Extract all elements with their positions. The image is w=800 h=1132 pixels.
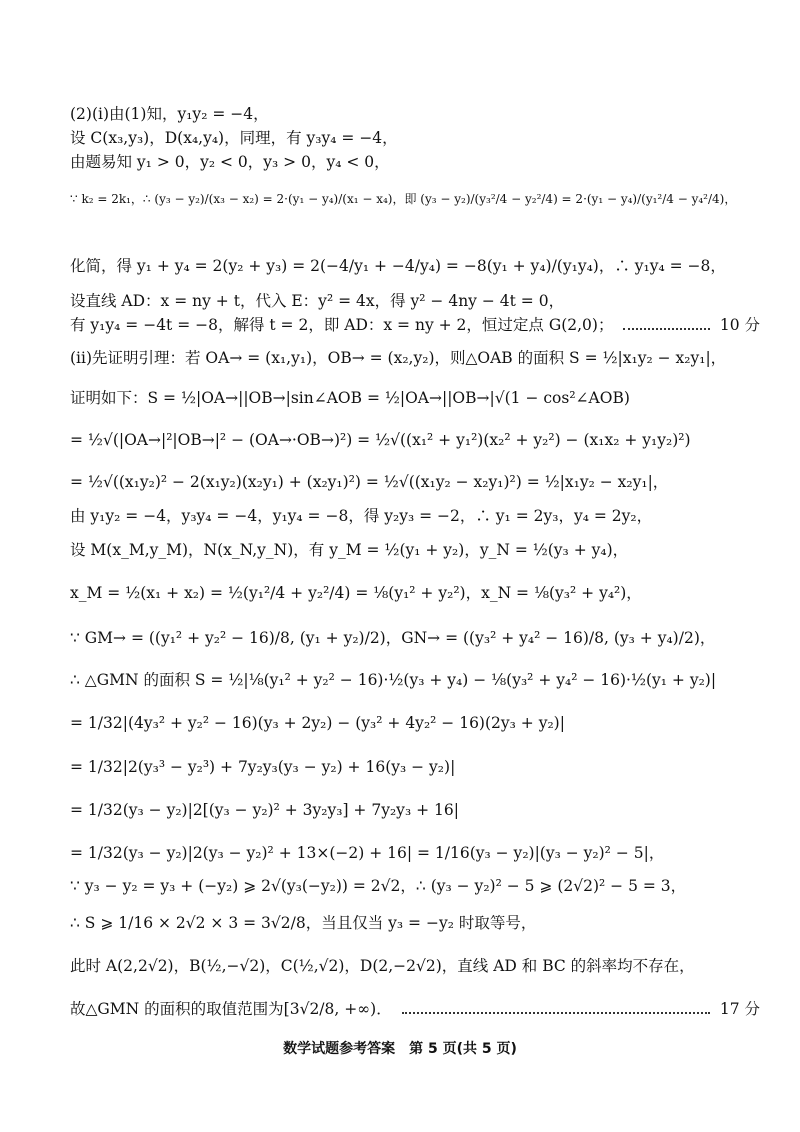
line-05 [70,256,760,276]
line-text: = 1/32(y₃ − y₂)|2[(y₃ − y₂)² + 3y₂y₃] + 7y₂y₃ + 16| [70,801,459,819]
line-text: 设 C(x₃,y₃)，D(x₄,y₄)，同理，有 y₃y₄ = −4， [70,129,398,147]
line-12 [70,506,760,526]
line-02 [70,128,760,148]
score-label: 10 分 [719,316,760,334]
line-09 [70,388,760,408]
line-01 [70,104,760,124]
line-16 [70,670,760,690]
score-label: 17 分 [719,1000,760,1018]
line-text: 由题易知 y₁ > 0，y₂ < 0，y₃ > 0，y₄ < 0， [70,153,390,171]
line-19 [70,800,760,820]
line-text: 设直线 AD：x = ny + t，代入 E：y² = 4x，得 y² − 4ny − 4t = 0， [70,292,565,310]
line-text: ∵ k₂ = 2k₁，∴ (y₃ − y₂)/(x₃ − x₂) = 2·(y₁ − y₄)/(x₁ − x₄)，即 (y₃ − y₂)/(y₃²/4 − y₂²/4) = 2·(y₁ − y₄)/(y₁²/4 − y₄²/4)， [70,192,737,206]
line-text: (2)(ⅰ)由(1)知，y₁y₂ = −4， [70,105,269,123]
line-text: 设 M(x_M,y_M)，N(x_N,y_N)，有 y_M = ½(y₁ + y₂)，y_N = ½(y₃ + y₄)， [70,541,629,559]
line-20 [70,843,760,863]
line-text: (ⅱ)先证明引理：若 OA→ = (x₁,y₁)，OB→ = (x₂,y₂)，则△OAB 的面积 S = ½|x₁y₂ − x₂y₁|， [70,349,727,367]
line-17 [70,713,760,733]
line-06 [70,291,760,311]
line-18 [70,757,760,777]
line-text: = 1/32|(4y₃² + y₂² − 16)(y₃ + 2y₂) − (y₃² + 4y₂² − 16)(2y₃ + y₂)| [70,714,565,732]
line-04 [70,192,760,208]
line-14 [70,583,760,603]
line-text: 证明如下：S = ½|OA→||OB→|sin∠AOB = ½|OA→||OB→|√(1 − cos²∠AOB) [70,389,630,407]
line-text: 此时 A(2,2√2)，B(½,−√2)，C(½,√2)，D(2,−2√2)，直线 AD 和 BC 的斜率均不存在， [70,957,695,975]
line-23 [70,956,760,976]
page-footer: 数学试题参考答案 第 5 页(共 5 页) [283,1041,517,1057]
line-13 [70,540,760,560]
line-text: = ½√((x₁y₂)² − 2(x₁y₂)(x₂y₁) + (x₂y₁)²) = ½√((x₁y₂ − x₂y₁)²) = ½|x₁y₂ − x₂y₁|， [70,473,669,491]
line-21 [70,876,760,896]
line-08 [70,348,760,368]
line-text: 由 y₁y₂ = −4，y₃y₄ = −4，y₁y₄ = −8，得 y₂y₃ = −2，∴ y₁ = 2y₃，y₄ = 2y₂， [70,507,653,525]
dotted-leader [402,1012,710,1014]
line-10 [70,430,760,450]
dotted-leader [623,328,709,330]
line-text: = ½√(|OA→|²|OB→|² − (OA→·OB→)²) = ½√((x₁² + y₁²)(x₂² + y₂²) − (x₁x₂ + y₁y₂)²) [70,431,691,449]
line-text: x_M = ½(x₁ + x₂) = ½(y₁²/4 + y₂²/4) = ⅛(y₁² + y₂²)，x_N = ⅛(y₃² + y₄²)， [70,584,642,602]
line-text: ∴ S ⩾ 1/16 × 2√2 × 3 = 3√2/8，当且仅当 y₃ = −y₂ 时取等号， [70,914,537,932]
line-text: = 1/32(y₃ − y₂)|2(y₃ − y₂)² + 13×(−2) + 16| = 1/16(y₃ − y₂)|(y₃ − y₂)² − 5|， [70,844,665,862]
line-text: 有 y₁y₄ = −4t = −8，解得 t = 2，即 AD：x = ny + 2，恒过定点 G(2,0)； [70,316,614,334]
line-03 [70,152,760,172]
line-text: 故△GMN 的面积的取值范围为[3√2/8, +∞)． [70,1000,392,1018]
line-text: = 1/32|2(y₃³ − y₂³) + 7y₂y₃(y₃ − y₂) + 16(y₃ − y₂)| [70,758,456,776]
line-text: ∵ y₃ − y₂ = y₃ + (−y₂) ⩾ 2√(y₃(−y₂)) = 2√2，∴ (y₃ − y₂)² − 5 ⩾ (2√2)² − 5 = 3， [70,877,687,895]
line-07 [70,315,760,335]
line-text: ∵ GM→ = ((y₁² + y₂² − 16)/8, (y₁ + y₂)/2)，GN→ = ((y₃² + y₄² − 16)/8, (y₃ + y₄)/2)， [70,629,716,647]
line-15 [70,628,760,648]
line-text: ∴ △GMN 的面积 S = ½|⅛(y₁² + y₂² − 16)·½(y₃ + y₄) − ⅛(y₃² + y₄² − 16)·½(y₁ + y₂)| [70,671,717,689]
line-22 [70,913,760,933]
line-text: 化简，得 y₁ + y₄ = 2(y₂ + y₃) = 2(−4/y₁ + −4/y₄) = −8(y₁ + y₄)/(y₁y₄)，∴ y₁y₄ = −8， [70,257,726,275]
line-24 [70,999,760,1019]
line-11 [70,472,760,492]
